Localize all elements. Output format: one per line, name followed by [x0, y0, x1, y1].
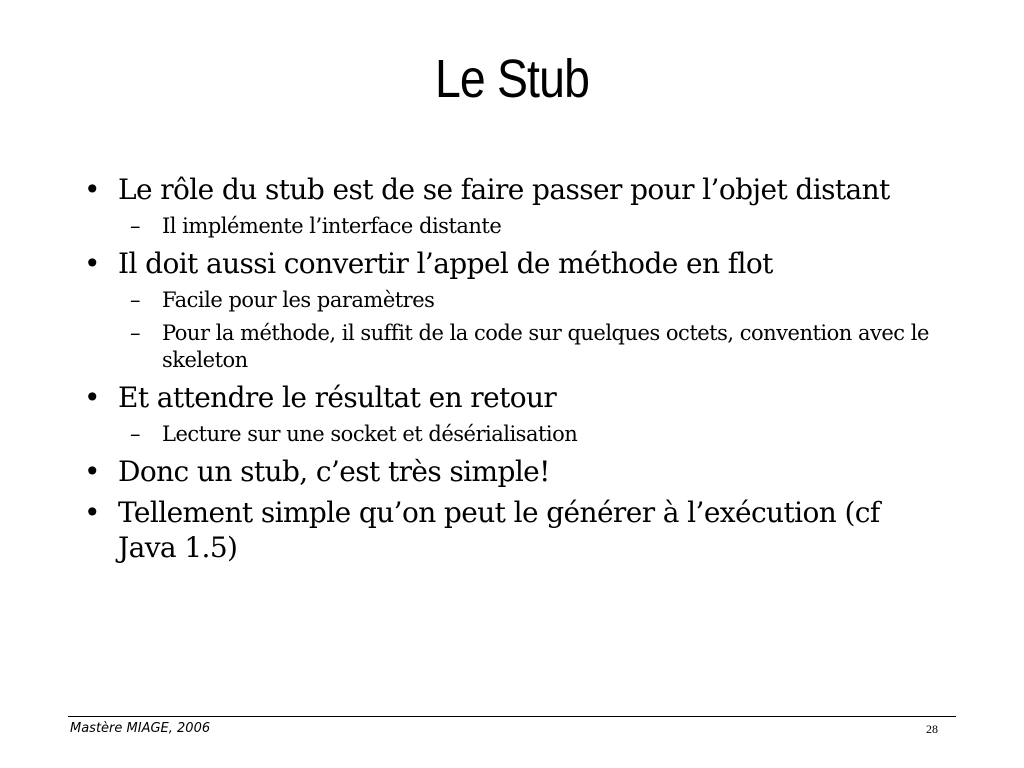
bullet-item: [84, 246, 944, 281]
dash-icon: –: [130, 321, 140, 345]
sub-bullet-text: Pour la méthode, il suffit de la code sur quelques octets, convention avec le skeleton: [162, 321, 929, 372]
sub-bullet-text: Facile pour les paramètres: [162, 288, 435, 312]
bullet-icon: •: [84, 173, 100, 206]
dash-icon: –: [130, 214, 140, 238]
bullet-icon: •: [84, 247, 100, 280]
bullet-text: Donc un stub, c’est très simple!: [118, 455, 550, 488]
dash-icon: –: [130, 288, 140, 312]
bullet-icon: •: [84, 455, 100, 488]
page-number: 28: [926, 722, 938, 736]
sub-bullet-text: Lecture sur une socket et désérialisation: [162, 422, 578, 446]
bullet-text: Le rôle du stub est de se faire passer pour l’objet distant: [118, 173, 890, 206]
slide-body: [84, 172, 944, 571]
bullet-icon: •: [84, 381, 100, 414]
bullet-icon: •: [84, 496, 100, 529]
bullet-item: [84, 495, 944, 565]
footer-divider: [68, 716, 956, 717]
sub-bullet-item: [84, 421, 944, 448]
bullet-item: [84, 454, 944, 489]
footer-label: Mastère MIAGE, 2006: [70, 721, 211, 736]
sub-bullet-text: Il implémente l’interface distante: [162, 214, 502, 238]
bullet-item: [84, 380, 944, 415]
sub-bullet-item: [84, 287, 944, 314]
bullet-text: Et attendre le résultat en retour: [118, 381, 557, 414]
bullet-item: [84, 172, 944, 207]
bullet-text: Tellement simple qu’on peut le générer à l’exécution (cf Java 1.5): [118, 496, 880, 564]
bullet-text: Il doit aussi convertir l’appel de méthode en flot: [118, 247, 773, 280]
slide-title: Le Stub: [434, 49, 590, 109]
dash-icon: –: [130, 422, 140, 446]
sub-bullet-item: [84, 320, 944, 374]
sub-bullet-item: [84, 213, 944, 240]
